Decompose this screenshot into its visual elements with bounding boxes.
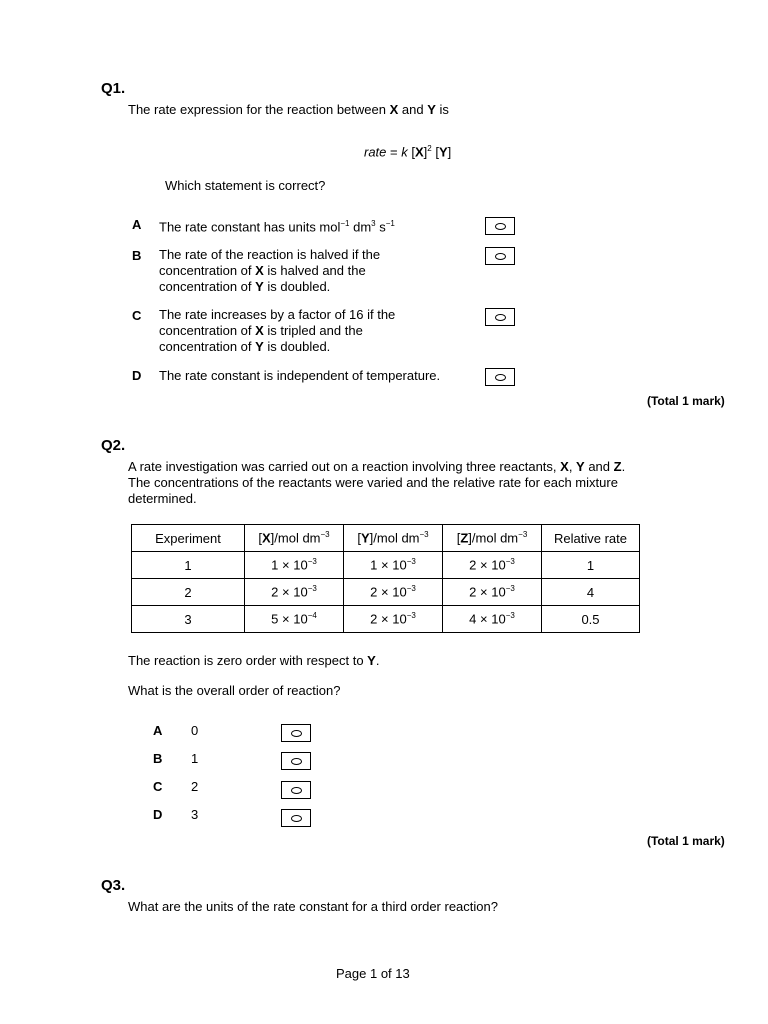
q3-number: Q3. xyxy=(101,877,126,894)
q1-number: Q1. xyxy=(101,80,126,97)
table-cell: 1 xyxy=(542,552,640,579)
q1-option-b-letter: B xyxy=(132,248,142,263)
table-row xyxy=(132,606,640,633)
experiment-table xyxy=(131,524,640,633)
oval-icon xyxy=(495,253,506,260)
table-cell: $2 \times 10^{-3}$ xyxy=(344,579,443,606)
q2-option-b-value: 1 xyxy=(191,751,199,766)
q1-option-d-text: The rate constant is independent of temperature. xyxy=(159,368,441,383)
table-cell: $2 \times 10^{-3}$ xyxy=(245,579,344,606)
q2-prompt: What is the overall order of reaction? xyxy=(128,683,341,698)
table-row xyxy=(132,552,640,579)
q2-option-c-answer-box[interactable] xyxy=(281,781,311,799)
table-cell: $2 \times 10^{-3}$ xyxy=(344,606,443,633)
q2-stem: A rate investigation was carried out on a reaction involving three reactants, X, Y and Z. The concentrations of the reactants were varied and the relative rate for each mixture determined. xyxy=(128,459,626,506)
q2-option-a-value: 0 xyxy=(191,723,199,738)
table-cell: $1 \times 10^{-3}$ xyxy=(344,552,443,579)
table-row xyxy=(132,579,640,606)
q2-option-b-letter: B xyxy=(153,751,163,766)
oval-icon xyxy=(495,223,506,230)
q1-prompt: Which statement is correct? xyxy=(165,178,326,193)
table-cell: $1 \times 10^{-3}$ xyxy=(245,552,344,579)
table-header: [Z]/mol $dm^{-3}$ xyxy=(443,525,542,552)
table-cell: 0.5 xyxy=(542,606,640,633)
q2-option-d-value: 3 xyxy=(191,807,199,822)
table-cell: 1 xyxy=(132,552,245,579)
table-cell: 2 xyxy=(132,579,245,606)
q2-option-a-letter: A xyxy=(153,723,163,738)
q2-option-a-answer-box[interactable] xyxy=(281,724,311,742)
q1-option-d-letter: D xyxy=(132,368,142,383)
oval-icon xyxy=(495,314,506,321)
oval-icon xyxy=(291,758,302,765)
q2-option-c-value: 2 xyxy=(191,779,199,794)
page-number: Page 1 of 13 xyxy=(336,966,410,981)
table-cell: $2 \times 10^{-3}$ xyxy=(443,579,542,606)
q1-option-a-text: The rate constant has units mol$^{-1}$ $dm^3$ $s^{-1}$ xyxy=(159,219,395,235)
table-header-row xyxy=(132,525,640,552)
q2-option-b-answer-box[interactable] xyxy=(281,752,311,770)
q1-total: (Total 1 mark) xyxy=(647,394,725,408)
q3-stem: What are the units of the rate constant for a third order reaction? xyxy=(128,899,498,914)
table-cell: $4 \times 10^{-3}$ xyxy=(443,606,542,633)
q1-option-a-letter: A xyxy=(132,217,142,232)
table-cell: $2 \times 10^{-3}$ xyxy=(443,552,542,579)
q2-zero-order-statement: The reaction is zero order with respect to Y. xyxy=(128,653,380,668)
q2-option-c-letter: C xyxy=(153,779,163,794)
q2-option-d-answer-box[interactable] xyxy=(281,809,311,827)
q1-option-c-text: The rate increases by a factor of 16 if the concentration of X is tripled and the concentration of Y is doubled. xyxy=(159,307,396,354)
table-header: [Y]/mol $dm^{-3}$ xyxy=(344,525,443,552)
q2-option-d-letter: D xyxy=(153,807,163,822)
table-cell: 3 xyxy=(132,606,245,633)
q1-option-c-answer-box[interactable] xyxy=(485,308,515,326)
table-header: Experiment xyxy=(132,525,245,552)
q1-option-b-answer-box[interactable] xyxy=(485,247,515,265)
q1-rate-equation: rate = k $[X]^2$ [Y] xyxy=(364,144,452,160)
q1-option-a-answer-box[interactable] xyxy=(485,217,515,235)
q1-option-b-text: The rate of the reaction is halved if the concentration of X is halved and the concentration of Y is doubled. xyxy=(159,247,381,294)
table-cell: $5 \times 10^{-4}$ xyxy=(245,606,344,633)
q1-stem: The rate expression for the reaction between X and Y is xyxy=(128,102,449,117)
table-header: [X]/mol $dm^{-3}$ xyxy=(245,525,344,552)
table-header: Relative rate xyxy=(542,525,640,552)
oval-icon xyxy=(291,730,302,737)
oval-icon xyxy=(495,374,506,381)
table-cell: 4 xyxy=(542,579,640,606)
q2-total: (Total 1 mark) xyxy=(647,834,725,848)
oval-icon xyxy=(291,815,302,822)
oval-icon xyxy=(291,787,302,794)
q1-option-d-answer-box[interactable] xyxy=(485,368,515,386)
q1-option-c-letter: C xyxy=(132,308,142,323)
q2-number: Q2. xyxy=(101,437,126,454)
